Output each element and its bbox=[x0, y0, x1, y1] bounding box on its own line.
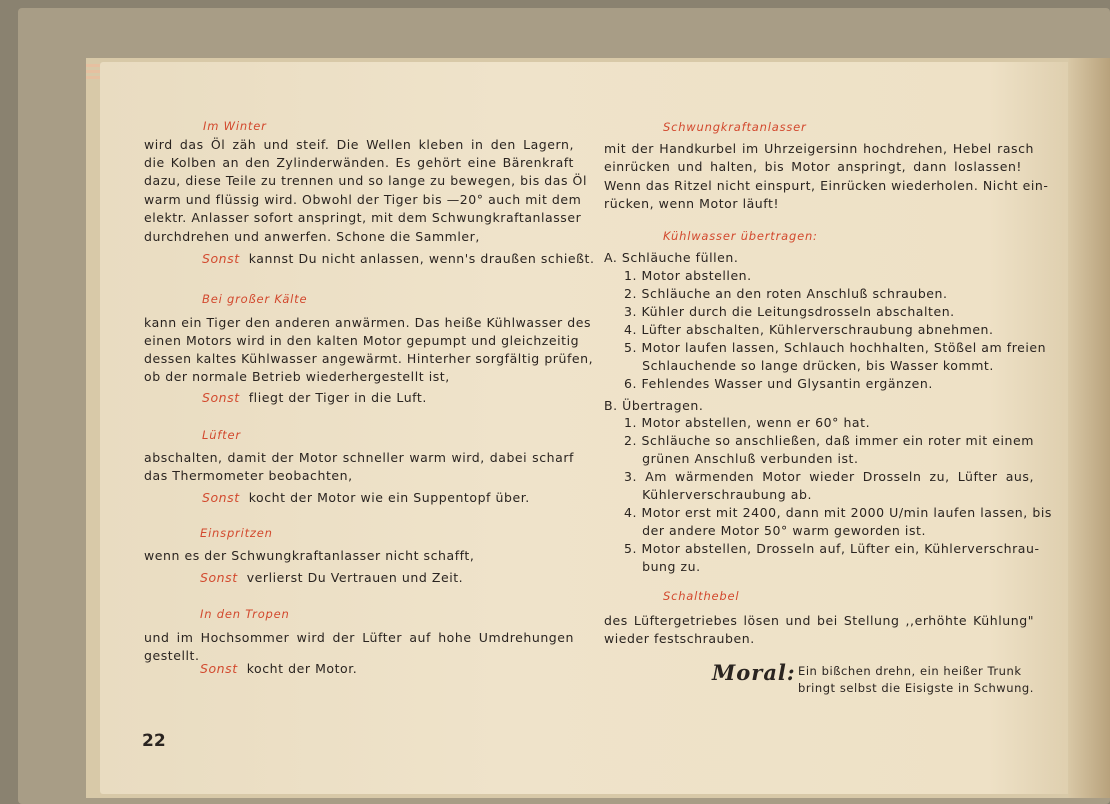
list-item-continuation: Kühlerverschraubung ab. bbox=[624, 487, 812, 502]
list-item: 5. Motor abstellen, Drosseln auf, Lüfter ein, Kühlerverschrau- bbox=[624, 541, 1040, 556]
book-spine-shadow bbox=[1068, 58, 1110, 798]
section-heading-einspritzen: Einspritzen bbox=[200, 526, 273, 540]
text-line: abschalten, damit der Motor schneller warm wird, dabei scharf bbox=[144, 450, 574, 465]
text-line: und im Hochsommer wird der Lüfter auf hohe Umdrehungen bbox=[144, 630, 574, 645]
sonst-label: Sonst bbox=[202, 490, 240, 505]
list-item: 1. Motor abstellen, wenn er 60° hat. bbox=[624, 415, 871, 430]
moral-label: Moral: bbox=[712, 660, 796, 685]
section-heading-schwungkraftanlasser: Schwungkraftanlasser bbox=[663, 120, 807, 134]
sonst-text: kocht der Motor wie ein Suppentopf über. bbox=[248, 490, 530, 505]
section-heading-winter: Im Winter bbox=[203, 119, 267, 133]
sonst-line bbox=[202, 251, 594, 266]
text-line: wenn es der Schwungkraftanlasser nicht schafft, bbox=[144, 548, 475, 563]
section-heading-luefter: Lüfter bbox=[202, 428, 241, 442]
section-heading-schalthebel: Schalthebel bbox=[663, 589, 740, 603]
sonst-label: Sonst bbox=[202, 251, 240, 266]
text-line: Wenn das Ritzel nicht einspurt, Einrücken wiederholen. Nicht ein- bbox=[604, 178, 1049, 193]
section-heading-tropen: In den Tropen bbox=[200, 607, 290, 621]
list-item: 4. Motor erst mit 2400, dann mit 2000 U/min laufen lassen, bis bbox=[624, 505, 1052, 520]
sonst-label: Sonst bbox=[200, 661, 238, 676]
list-item: 2. Schläuche an den roten Anschluß schrauben. bbox=[624, 286, 948, 301]
text-line: warm und flüssig wird. Obwohl der Tiger bis —20° auch mit dem bbox=[144, 192, 582, 207]
text-line: wieder festschrauben. bbox=[604, 631, 755, 646]
sonst-line bbox=[202, 390, 427, 405]
text-line: die Kolben an den Zylinderwänden. Es gehört eine Bärenkraft bbox=[144, 155, 574, 170]
list-item-continuation: grünen Anschluß verbunden ist. bbox=[624, 451, 859, 466]
sonst-label: Sonst bbox=[200, 570, 238, 585]
list-item: 6. Fehlendes Wasser und Glysantin ergänzen. bbox=[624, 376, 933, 391]
text-line: dessen kaltes Kühlwasser angewärmt. Hinterher sorgfältig prüfen, bbox=[144, 351, 594, 366]
section-heading-kuehlwasser: Kühlwasser übertragen: bbox=[663, 229, 818, 243]
text-line: kann ein Tiger den anderen anwärmen. Das heiße Kühlwasser des bbox=[144, 315, 592, 330]
list-item: 4. Lüfter abschalten, Kühlerverschraubung abnehmen. bbox=[624, 322, 994, 337]
text-line: des Lüftergetriebes lösen und bei Stellung ,,erhöhte Kühlung" bbox=[604, 613, 1034, 628]
text-line: rücken, wenn Motor läuft! bbox=[604, 196, 780, 211]
sonst-text: kannst Du nicht anlassen, wenn's draußen schießt. bbox=[248, 251, 595, 266]
sonst-text: verlierst Du Vertrauen und Zeit. bbox=[246, 570, 464, 585]
text-line: ob der normale Betrieb wiederhergestellt ist, bbox=[144, 369, 450, 384]
list-item: 1. Motor abstellen. bbox=[624, 268, 752, 283]
text-line: das Thermometer beobachten, bbox=[144, 468, 353, 483]
sonst-line bbox=[202, 490, 530, 505]
list-item: 2. Schläuche so anschließen, daß immer ein roter mit einem bbox=[624, 433, 1034, 448]
text-line: einen Motors wird in den kalten Motor gepumpt und gleichzeitig bbox=[144, 333, 580, 348]
page-number: 22 bbox=[142, 731, 166, 751]
list-item: 3. Am wärmenden Motor wieder Drosseln zu, Lüfter aus, bbox=[624, 469, 1034, 484]
sonst-text: kocht der Motor. bbox=[246, 661, 358, 676]
list-item: 3. Kühler durch die Leitungsdrosseln abschalten. bbox=[624, 304, 955, 319]
text-line: durchdrehen und anwerfen. Schone die Sammler, bbox=[144, 229, 480, 244]
text-line: mit der Handkurbel im Uhrzeigersinn hochdrehen, Hebel rasch bbox=[604, 141, 1034, 156]
sonst-line bbox=[200, 570, 463, 585]
sonst-text: fliegt der Tiger in die Luft. bbox=[248, 390, 427, 405]
text-line: elektr. Anlasser sofort anspringt, mit dem Schwungkraftanlasser bbox=[144, 210, 582, 225]
text-line: einrücken und halten, bis Motor anspringt, dann loslassen! bbox=[604, 159, 1022, 174]
text-line: gestellt. bbox=[144, 648, 200, 663]
list-item-continuation: bung zu. bbox=[624, 559, 701, 574]
list-item-continuation: Schlauchende so lange drücken, bis Wasser kommt. bbox=[624, 358, 994, 373]
sonst-label: Sonst bbox=[202, 390, 240, 405]
moral-verse-line: Ein bißchen drehn, ein heißer Trunk bbox=[798, 664, 1022, 678]
list-label-b: B. Übertragen. bbox=[604, 398, 704, 413]
text-line: wird das Öl zäh und steif. Die Wellen kleben in den Lagern, bbox=[144, 137, 574, 152]
text-line: dazu, diese Teile zu trennen und so lange zu bewegen, bis das Öl bbox=[144, 173, 587, 188]
sonst-line bbox=[200, 661, 357, 676]
list-label-a: A. Schläuche füllen. bbox=[604, 250, 739, 265]
list-item: 5. Motor laufen lassen, Schlauch hochhalten, Stößel am freien bbox=[624, 340, 1047, 355]
moral-verse-line: bringt selbst die Eisigste in Schwung. bbox=[798, 681, 1034, 695]
section-heading-kaelte: Bei großer Kälte bbox=[202, 292, 308, 306]
list-item-continuation: der andere Motor 50° warm geworden ist. bbox=[624, 523, 926, 538]
